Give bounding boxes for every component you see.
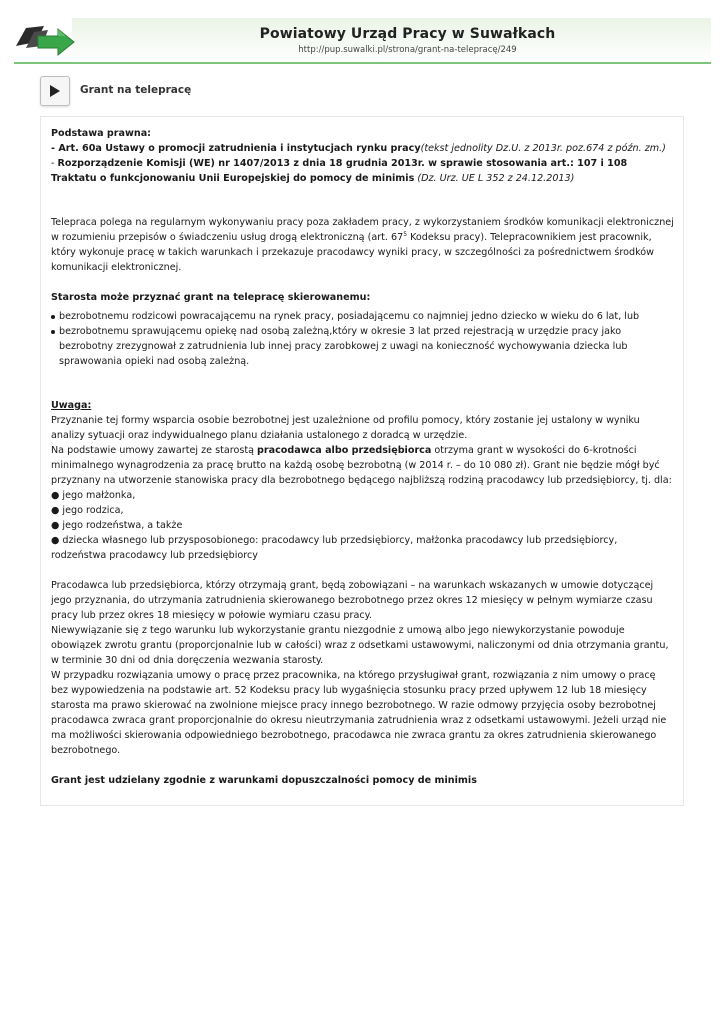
article-content xyxy=(40,116,684,806)
eligibility-list xyxy=(51,309,675,369)
definition-sup: 5 xyxy=(403,230,408,238)
page-header xyxy=(14,18,711,62)
green-arrow-logo-icon[interactable] xyxy=(14,20,76,60)
definition-text-2: Kodeksu pracy). Telepracownikiem jest pracownik, który wykonuje pracę w takich warunkach i przekazuje pracodawcy wyniki pracy, w szczególności za pośrednictwem środków komunikacji elektronicznej. xyxy=(51,232,655,273)
list-item: bezrobotnemu sprawującemu opiekę nad osobą zależną,który w okresie 3 lat przed rejestracją w urzędzie pracy jako bezrobotny zrezygnował z zatrudnienia lub innej pracy zarobkowej z uwagi na konieczność wychowywania dziecka lub sprawowania opieki nad osobą zależną. xyxy=(51,324,675,369)
list-item: ● dziecka własnego lub przysposobionego: pracodawcy lub przedsiębiorcy, małżonka pracodawcy lub przedsiębiorcy, rodzeństwa pracodawcy lub przedsiębiorcy xyxy=(51,535,618,561)
de-minimis-note: Grant jest udzielany zgodnie z warunkami dopuszczalności pomocy de minimis xyxy=(51,775,477,786)
note-paragraph-2 xyxy=(51,443,675,488)
note-text-start: Na podstawie umowy zawartej ze starostą xyxy=(51,445,258,456)
legal-basis-act: - Art. 60a Ustawy o promocji zatrudnienia i instytucjach rynku pracy xyxy=(51,143,421,154)
note-paragraph-1: Przyznanie tej formy wsparcia osobie bezrobotnej jest uzależnione od profilu pomocy, który zostanie jej ustalony w wyniku analizy sytuacji oraz indywidualnego planu działania ustalonego z doradcą w urzędzie. xyxy=(51,415,640,441)
header-divider xyxy=(14,62,711,64)
definition-text-1: Telepraca polega na regularnym wykonywaniu pracy poza zakładem pracy, z wykorzystaniem środków komunikacji elektronicznej w rozumieniu przepisów o świadczeniu usług drogą elektroniczną (art. 67 xyxy=(51,217,674,243)
page-title: Grant na telepracę xyxy=(80,84,192,96)
eligibility-title: Starosta może przyznać grant na telepracę skierowanemu: xyxy=(51,292,371,303)
legal-basis-act-ref: (tekst jednolity Dz.U. z 2013r. poz.674 z późn. zm.) xyxy=(420,143,666,154)
list-item: ● jego małżonka, xyxy=(51,490,136,501)
legal-basis-dash: - xyxy=(51,158,58,169)
definition-paragraph xyxy=(51,215,675,275)
obligations-paragraph-3: W przypadku rozwiązania umowy o pracę przez pracownika, na którego przysługiwał grant, rozwiązania z nim umowy o pracę bez wypowiedzenia na podstawie art. 52 Kodeksu pracy lub wygaśnięcia stosunku pracy przed upływem 12 lub 18 miesięcy starosta ma prawo skierować na zwolnione miejsce pracy innego bezrobotnego. W razie odmowy przyjęcia osoby bezrobotnej pracodawca zwraca grant proporcjonalnie do okresu nieutrzymania zatrudnienia wraz z odsetkami ustawowymi. Jeżeli urząd nie ma możliwości skierowania odpowiedniego bezrobotnego, pracodawca nie zwraca grantu za okres zatrudnienia skierowanego bezrobotnego. xyxy=(51,670,667,756)
legal-basis-regulation-ref: (Dz. Urz. UE L 352 z 24.12.2013) xyxy=(414,173,575,184)
legal-basis-item-1 xyxy=(51,141,675,156)
site-title: Powiatowy Urząd Pracy w Suwałkach xyxy=(259,26,556,42)
legal-basis-title: Podstawa prawna: xyxy=(51,128,152,139)
page-heading xyxy=(40,76,680,106)
legal-basis-item-2 xyxy=(51,156,675,186)
obligations-paragraph-2: Niewywiązanie się z tego warunku lub wykorzystanie grantu niezgodnie z umową albo jego niewykorzystanie powoduje obowiązek zwrotu grantu (proporcjonalnie lub w całości) wraz z odsetkami ustawowymi, naliczonymi od dnia otrzymania grantu, w terminie 30 dni od dnia doręczenia wezwania starosty. xyxy=(51,625,669,666)
list-item: ● jego rodzica, xyxy=(51,505,124,516)
note-title: Uwaga: xyxy=(51,400,92,411)
legal-basis-regulation: Rozporządzenie Komisji (WE) nr 1407/2013 z dnia 18 grudnia 2013r. w sprawie stosowania art.: 107 i 108 Traktatu o funkcjonowaniu Unii Europejskiej do pomocy de minimis xyxy=(51,158,628,184)
obligations-paragraph-1: Pracodawca lub przedsiębiorca, którzy otrzymają grant, będą zobowiązani – na warunkach wskazanych w umowie dotyczącej jego przyznania, do utrzymania zatrudnienia skierowanego bezrobotnego przez okres 12 miesięcy w pełnym wymiarze czasu pracy lub przez okres 18 miesięcy w połowie wymiaru czasu pracy. xyxy=(51,580,654,621)
list-item: ● jego rodzeństwa, a także xyxy=(51,520,183,531)
note-text-bold: pracodawca albo przedsiębiorca xyxy=(257,445,432,456)
play-arrow-icon xyxy=(40,76,70,106)
list-item: bezrobotnemu rodzicowi powracającemu na rynek pracy, posiadającemu co najmniej jedno dziecko w wieku do 6 lat, lub xyxy=(51,309,675,324)
site-url[interactable]: http://pup.suwalki.pl/strona/grant-na-telepracę/249 xyxy=(298,45,517,55)
note-text-end: otrzyma grant w wysokości do 6-krotności minimalnego wynagrodzenia za pracę brutto na każdą osobę bezrobotną (w 2014 r. – do 10 080 zł). Grant nie będzie mógł być przyznany na utworzenie stanowiska pracy dla bezrobotnego będącego najbliższą rodziną pracodawcy lub przedsiębiorcy, tj. dla: xyxy=(51,445,672,486)
